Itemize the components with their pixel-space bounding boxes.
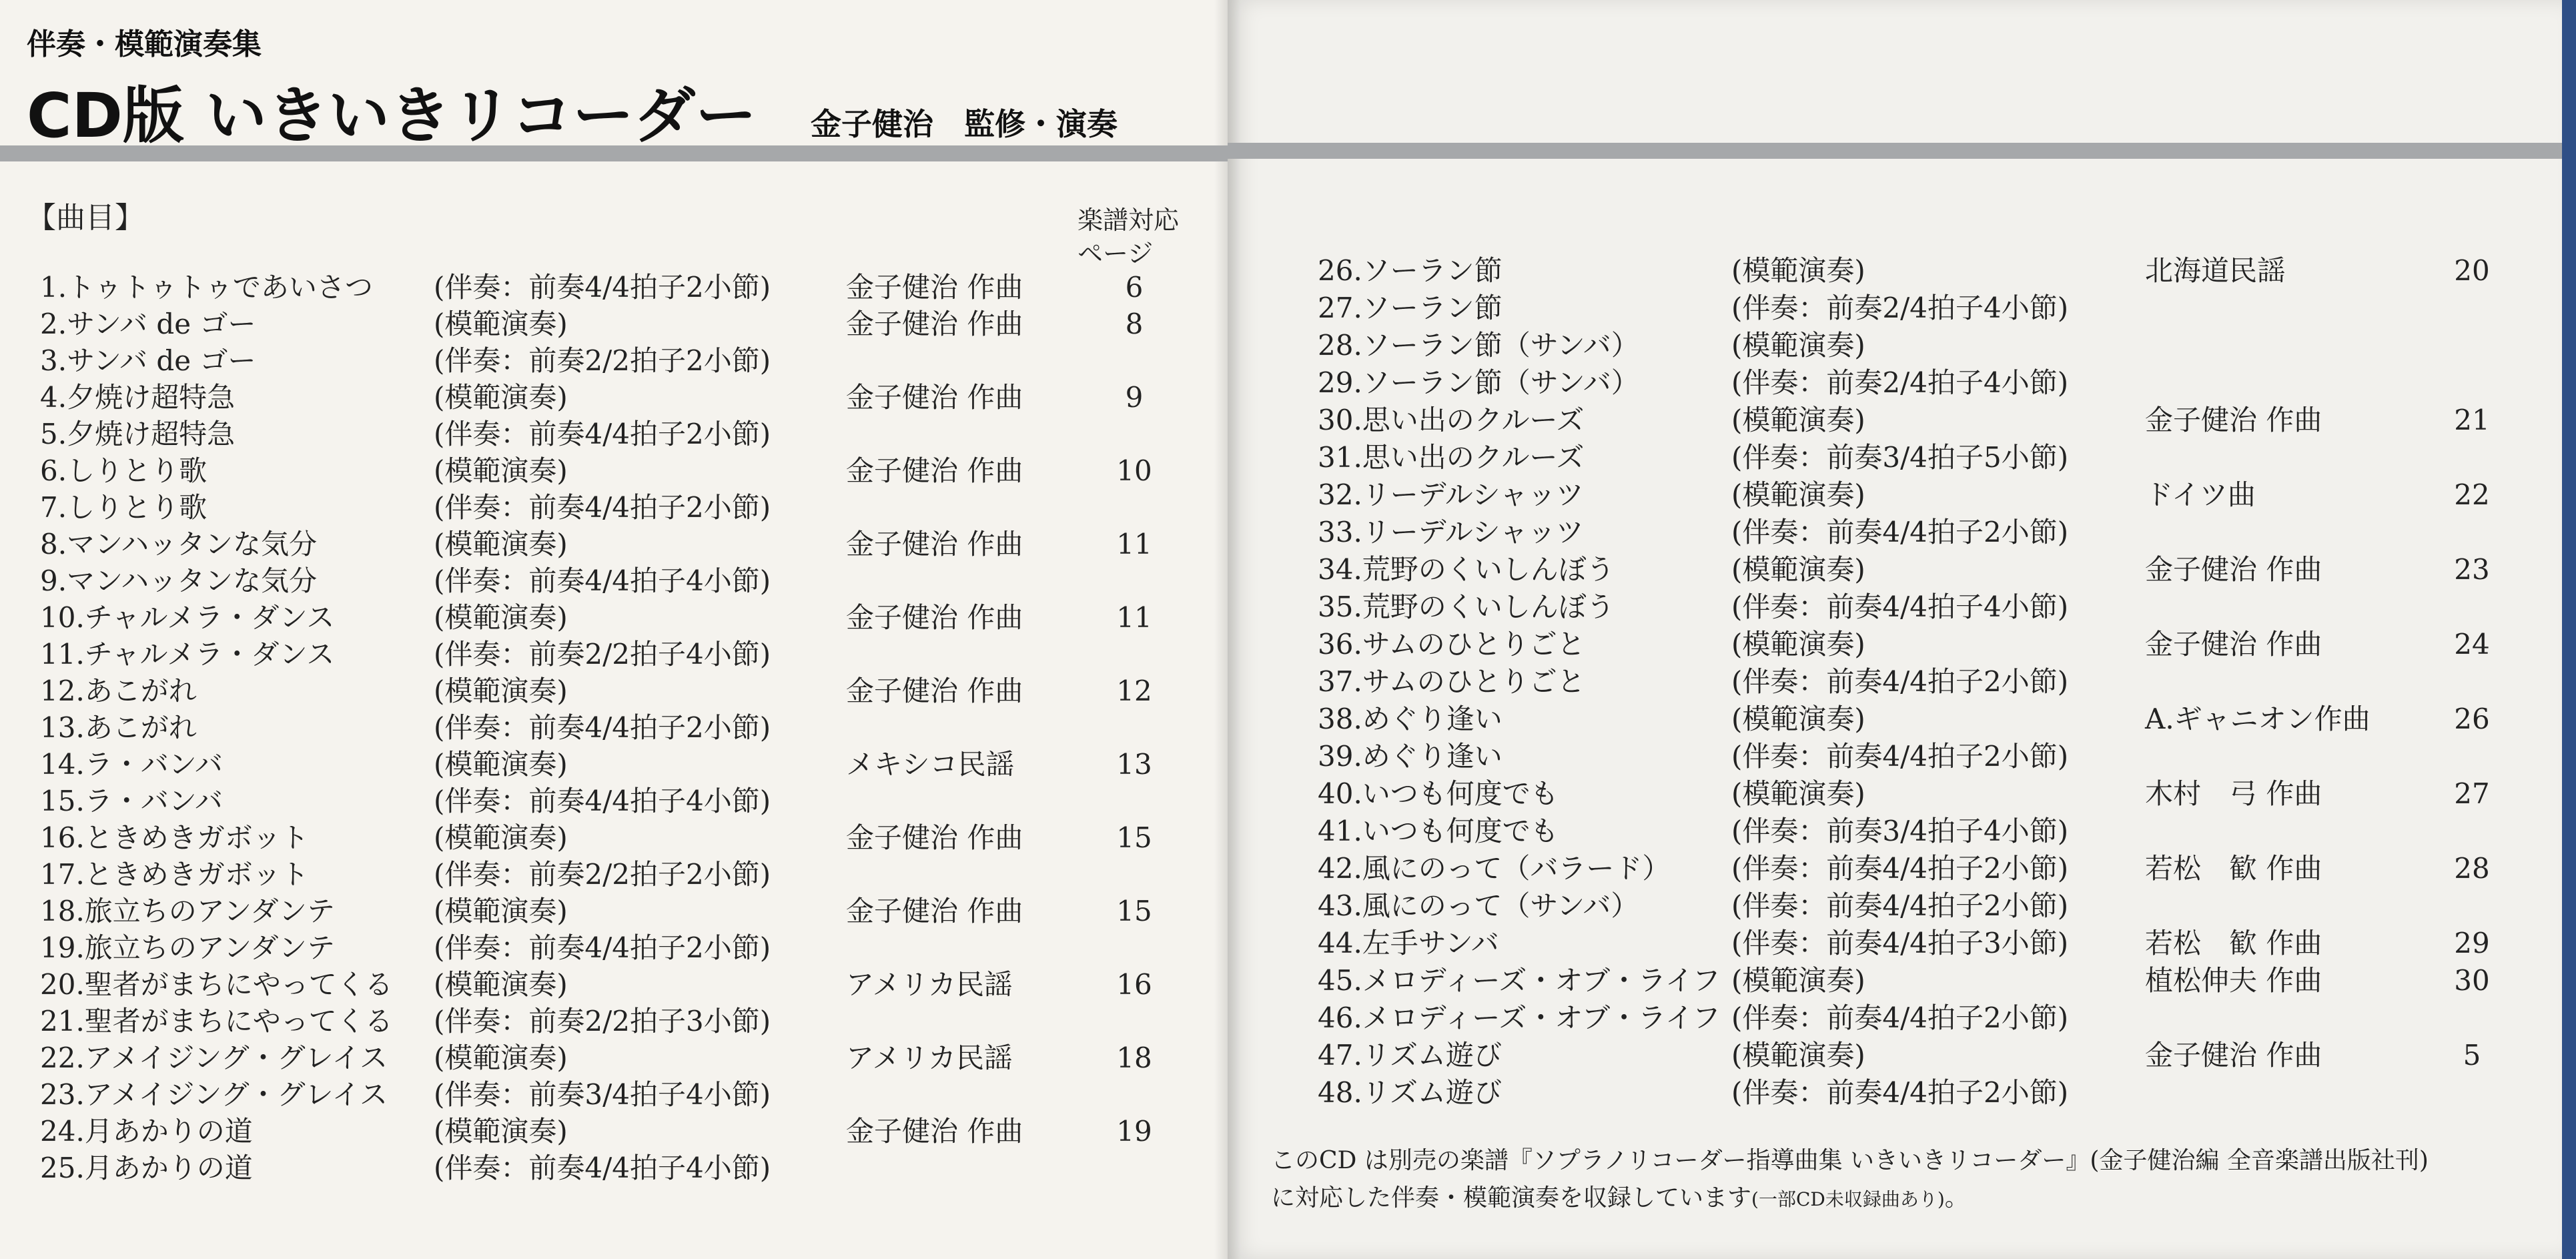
track-title: 13.あこがれ — [40, 711, 197, 744]
track-page: 22 — [2454, 478, 2490, 511]
track-row — [1318, 291, 2545, 326]
track-arrangement: (模範演奏) — [1731, 777, 1865, 810]
track-row — [27, 1041, 1201, 1076]
track-title: 23.アメイジング・グレイス — [40, 1078, 388, 1111]
track-row — [1318, 1001, 2545, 1035]
track-title: 6.しりとり歌 — [40, 454, 207, 487]
track-title: 15.ラ・バンバ — [40, 785, 223, 817]
track-page: 15 — [1116, 821, 1152, 854]
track-arrangement: (伴奏：前奏3/4拍子4小節) — [434, 1078, 771, 1111]
track-title: 29.ソーラン節（サンバ） — [1318, 366, 1639, 399]
track-composer: 金子健治 作曲 — [2145, 404, 2322, 436]
track-composer: 金子健治 作曲 — [846, 675, 1023, 707]
track-arrangement: (伴奏：前奏2/2拍子3小節) — [434, 1005, 771, 1037]
track-arrangement: (伴奏：前奏3/4拍子4小節) — [1731, 815, 2069, 847]
track-title: 33.リーデルシャッツ — [1318, 516, 1584, 548]
track-row — [27, 637, 1201, 672]
track-arrangement: (伴奏：前奏4/4拍子2小節) — [434, 418, 771, 450]
track-arrangement: (伴奏：前奏4/4拍子4小節) — [434, 1152, 771, 1184]
track-page: 29 — [2454, 927, 2490, 959]
header-rule-right — [1228, 143, 2562, 159]
track-arrangement: (模範演奏) — [1731, 404, 1865, 436]
track-page: 26 — [2454, 703, 2490, 735]
track-title: 27.ソーラン節 — [1318, 292, 1502, 324]
track-composer: 金子健治 作曲 — [846, 271, 1023, 304]
track-row — [1318, 328, 2545, 363]
track-title: 9.マンハッタンな気分 — [40, 564, 318, 597]
track-composer: 金子健治 作曲 — [2145, 553, 2322, 586]
track-arrangement: (模範演奏) — [1731, 703, 1865, 735]
track-row — [27, 1078, 1201, 1112]
track-arrangement: (伴奏：前奏2/2拍子2小節) — [434, 344, 771, 377]
track-page: 6 — [1125, 271, 1144, 304]
track-row — [27, 600, 1201, 635]
track-arrangement: (模範演奏) — [434, 1041, 568, 1074]
track-title: 39.めぐり逢い — [1318, 740, 1502, 773]
track-row — [1318, 440, 2545, 475]
track-row — [27, 490, 1201, 525]
track-title: 28.ソーラン節（サンバ） — [1318, 329, 1639, 362]
track-arrangement: (伴奏：前奏4/4拍子2小節) — [434, 271, 771, 304]
track-title: 17.ときめきガボット — [40, 858, 309, 891]
track-row — [1318, 1076, 2545, 1110]
track-page: 8 — [1125, 308, 1144, 340]
track-row — [1318, 851, 2545, 886]
track-title: 4.夕焼け超特急 — [40, 381, 236, 414]
track-composer: 金子健治 作曲 — [846, 1115, 1023, 1148]
track-title: 46.メロディーズ・オブ・ライフ — [1318, 1001, 1721, 1034]
track-page: 5 — [2463, 1039, 2481, 1072]
footer-note — [1271, 1142, 2539, 1218]
track-row — [1318, 403, 2545, 438]
track-composer: 若松 歓 作曲 — [2145, 852, 2322, 885]
track-title: 35.荒野のくいしんぼう — [1318, 590, 1615, 623]
track-title: 40.いつも何度でも — [1318, 777, 1559, 810]
track-arrangement: (伴奏：前奏3/4拍子5小節) — [1731, 441, 2069, 474]
track-title: 30.思い出のクルーズ — [1318, 404, 1585, 436]
track-title: 24.月あかりの道 — [40, 1115, 253, 1148]
track-row — [1318, 814, 2545, 849]
track-row — [1318, 889, 2545, 923]
track-title: 44.左手サンバ — [1318, 927, 1499, 959]
track-title: 11.チャルメラ・ダンス — [40, 638, 335, 671]
track-composer: ドイツ曲 — [2145, 478, 2256, 511]
track-title: 31.思い出のクルーズ — [1318, 441, 1585, 474]
track-arrangement: (伴奏：前奏4/4拍子3小節) — [1731, 927, 2069, 959]
track-arrangement: (模範演奏) — [434, 748, 568, 781]
track-row — [27, 711, 1201, 745]
track-arrangement: (模範演奏) — [1731, 628, 1865, 661]
track-composer: 金子健治 作曲 — [846, 454, 1023, 487]
track-row — [27, 747, 1201, 782]
track-title: 47.リズム遊び — [1318, 1039, 1502, 1072]
track-page: 30 — [2454, 964, 2490, 997]
track-page: 18 — [1116, 1041, 1152, 1074]
track-arrangement: (伴奏：前奏4/4拍子2小節) — [434, 491, 771, 524]
track-composer: 金子健治 作曲 — [846, 895, 1023, 927]
track-row — [27, 527, 1201, 562]
track-page: 16 — [1116, 968, 1152, 1001]
track-title: 3.サンバ de ゴー — [40, 344, 256, 377]
track-row — [1318, 590, 2545, 624]
track-title: 41.いつも何度でも — [1318, 815, 1559, 847]
track-composer: 金子健治 作曲 — [846, 528, 1023, 560]
track-arrangement: (模範演奏) — [434, 381, 568, 414]
fold-crease — [1214, 0, 1241, 1259]
track-list-heading: 【曲目】 — [27, 201, 144, 235]
series-title: 伴奏・模範演奏集 — [27, 27, 262, 61]
footer-line-2-end: 。 — [1944, 1184, 1969, 1212]
track-page: 10 — [1116, 454, 1152, 487]
track-row — [1318, 366, 2545, 400]
track-row — [27, 454, 1201, 488]
track-title: 22.アメイジング・グレイス — [40, 1041, 388, 1074]
track-arrangement: (伴奏：前奏4/4拍子4小節) — [434, 785, 771, 817]
track-arrangement: (模範演奏) — [1731, 254, 1865, 287]
track-composer: 金子健治 作曲 — [2145, 1039, 2322, 1072]
track-arrangement: (模範演奏) — [434, 1115, 568, 1148]
track-composer: アメリカ民謡 — [846, 1041, 1013, 1074]
track-arrangement: (模範演奏) — [1731, 964, 1865, 997]
track-arrangement: (模範演奏) — [434, 454, 568, 487]
track-title: 14.ラ・バンバ — [40, 748, 223, 781]
track-title: 19.旅立ちのアンダンテ — [40, 931, 335, 964]
track-composer: 木村 弓 作曲 — [2145, 777, 2322, 810]
track-row — [27, 307, 1201, 342]
track-row — [27, 821, 1201, 855]
track-page: 11 — [1116, 528, 1152, 560]
track-row — [1318, 739, 2545, 774]
track-arrangement: (模範演奏) — [434, 821, 568, 854]
track-row — [1318, 963, 2545, 998]
track-arrangement: (模範演奏) — [1731, 478, 1865, 511]
track-composer: メキシコ民謡 — [846, 748, 1014, 781]
track-row — [27, 857, 1201, 892]
track-arrangement: (模範演奏) — [434, 895, 568, 927]
footer-line-2 — [1271, 1180, 2539, 1218]
track-title: 42.風にのって（バラード） — [1318, 852, 1671, 885]
track-title: 7.しりとり歌 — [40, 491, 207, 524]
track-arrangement: (模範演奏) — [434, 601, 568, 634]
track-arrangement: (模範演奏) — [1731, 553, 1865, 586]
track-row — [1318, 1038, 2545, 1073]
track-page: 12 — [1116, 675, 1152, 707]
track-page: 21 — [2454, 404, 2490, 436]
track-arrangement: (伴奏：前奏4/4拍子2小節) — [1731, 1001, 2069, 1034]
track-row — [27, 564, 1201, 598]
track-arrangement: (模範演奏) — [434, 675, 568, 707]
track-row — [27, 894, 1201, 929]
track-composer: 北海道民謡 — [2145, 254, 2286, 287]
track-row — [1318, 702, 2545, 737]
footer-line-2-main: に対応した伴奏・模範演奏を収録しています — [1271, 1184, 1752, 1212]
track-row — [27, 380, 1201, 415]
track-row — [1318, 627, 2545, 662]
track-arrangement: (伴奏：前奏4/4拍子2小節) — [1731, 740, 2069, 773]
track-row — [1318, 552, 2545, 587]
track-title: 37.サムのひとりごと — [1318, 665, 1585, 698]
track-row — [27, 1114, 1201, 1149]
track-page: 28 — [2454, 852, 2490, 885]
track-row — [27, 967, 1201, 1002]
track-title: 12.あこがれ — [40, 675, 197, 707]
track-list-left — [27, 270, 1201, 1204]
track-composer: 金子健治 作曲 — [846, 601, 1023, 634]
track-title: 43.風にのって（サンバ） — [1318, 889, 1639, 922]
track-arrangement: (伴奏：前奏4/4拍子2小節) — [1731, 1076, 2069, 1109]
track-list-right — [1318, 254, 2545, 1121]
track-arrangement: (伴奏：前奏4/4拍子2小節) — [1731, 665, 2069, 698]
track-title: 20.聖者がまちにやってくる — [40, 968, 393, 1001]
track-title: 26.ソーラン節 — [1318, 254, 1502, 287]
track-composer: 金子健治 作曲 — [2145, 628, 2322, 661]
track-title: 38.めぐり逢い — [1318, 703, 1502, 735]
track-title: 16.ときめきガボット — [40, 821, 309, 854]
track-page: 9 — [1125, 381, 1144, 414]
track-arrangement: (模範演奏) — [434, 968, 568, 1001]
track-arrangement: (伴奏：前奏4/4拍子2小節) — [1731, 889, 2069, 922]
track-arrangement: (伴奏：前奏2/2拍子2小節) — [434, 858, 771, 891]
track-row — [1318, 926, 2545, 961]
track-page: 27 — [2454, 777, 2490, 810]
track-title: 5.夕焼け超特急 — [40, 418, 236, 450]
track-row — [27, 417, 1201, 452]
track-page: 15 — [1116, 895, 1152, 927]
track-title: 48.リズム遊び — [1318, 1076, 1502, 1109]
track-row — [1318, 254, 2545, 288]
track-arrangement: (模範演奏) — [1731, 329, 1865, 362]
track-title: 1.トゥトゥトゥであいさつ — [40, 271, 373, 304]
track-row — [27, 674, 1201, 709]
track-page: 24 — [2454, 628, 2490, 661]
track-title: 25.月あかりの道 — [40, 1152, 253, 1184]
track-row — [27, 1004, 1201, 1039]
track-arrangement: (伴奏：前奏4/4拍子4小節) — [434, 564, 771, 597]
supervisor-credit: 金子健治 監修・演奏 — [811, 106, 1118, 142]
track-page: 23 — [2454, 553, 2490, 586]
track-row — [27, 1151, 1201, 1186]
score-page-heading-line2: ページ — [1078, 239, 1154, 268]
track-composer: 金子健治 作曲 — [846, 381, 1023, 414]
track-row — [1318, 515, 2545, 550]
track-title: 45.メロディーズ・オブ・ライフ — [1318, 964, 1721, 997]
track-row — [1318, 665, 2545, 699]
footer-line-2-small: (一部CD未収録曲あり) — [1751, 1188, 1945, 1210]
track-page: 20 — [2454, 254, 2490, 287]
track-title: 34.荒野のくいしんぼう — [1318, 553, 1615, 586]
track-composer: アメリカ民謡 — [846, 968, 1013, 1001]
track-title: 32.リーデルシャッツ — [1318, 478, 1584, 511]
track-title: 18.旅立ちのアンダンテ — [40, 895, 335, 927]
track-composer: 植松伸夫 作曲 — [2145, 964, 2322, 997]
track-arrangement: (模範演奏) — [1731, 1039, 1865, 1072]
track-row — [27, 270, 1201, 305]
track-title: 36.サムのひとりごと — [1318, 628, 1585, 661]
footer-line-1: このCD は別売の楽譜『ソプラノリコーダー指導曲集 いきいきリコーダー』(金子健治編 全音楽譜出版社刊) — [1271, 1147, 2429, 1174]
track-composer: 金子健治 作曲 — [846, 821, 1023, 854]
track-title: 21.聖者がまちにやってくる — [40, 1005, 393, 1037]
track-arrangement: (伴奏：前奏2/4拍子4小節) — [1731, 292, 2069, 324]
track-composer: 若松 歓 作曲 — [2145, 927, 2322, 959]
track-arrangement: (伴奏：前奏2/4拍子4小節) — [1731, 366, 2069, 399]
track-page: 13 — [1116, 748, 1152, 781]
track-title: 8.マンハッタンな気分 — [40, 528, 318, 560]
track-row — [27, 931, 1201, 965]
track-row — [27, 344, 1201, 378]
track-arrangement: (伴奏：前奏2/2拍子4小節) — [434, 638, 771, 671]
track-arrangement: (伴奏：前奏4/4拍子4小節) — [1731, 590, 2069, 623]
track-title: 2.サンバ de ゴー — [40, 308, 256, 340]
track-arrangement: (模範演奏) — [434, 308, 568, 340]
track-arrangement: (伴奏：前奏4/4拍子2小節) — [1731, 516, 2069, 548]
track-composer: A.ギャニオン作曲 — [2145, 703, 2371, 735]
track-row — [27, 784, 1201, 819]
score-page-heading-line1: 楽譜対応 — [1078, 205, 1180, 235]
track-arrangement: (伴奏：前奏4/4拍子2小節) — [1731, 852, 2069, 885]
score-page-heading — [1078, 203, 1179, 270]
track-arrangement: (模範演奏) — [434, 528, 568, 560]
album-title: CD版 いきいきリコーダー — [27, 80, 757, 151]
track-page: 19 — [1116, 1115, 1152, 1148]
track-arrangement: (伴奏：前奏4/4拍子2小節) — [434, 931, 771, 964]
track-title: 10.チャルメラ・ダンス — [40, 601, 335, 634]
track-page: 11 — [1116, 601, 1152, 634]
track-row — [1318, 478, 2545, 512]
track-composer: 金子健治 作曲 — [846, 308, 1023, 340]
track-arrangement: (伴奏：前奏4/4拍子2小節) — [434, 711, 771, 744]
track-row — [1318, 777, 2545, 811]
